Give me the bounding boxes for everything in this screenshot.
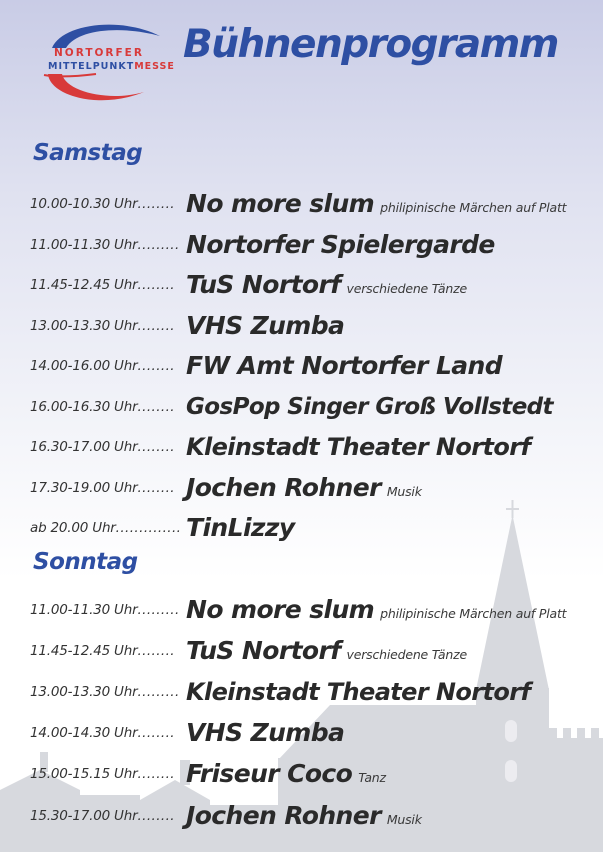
event-act [186, 680, 536, 704]
day-heading-samstag: Samstag [33, 140, 143, 166]
event-name: TuS Nortorf [186, 270, 341, 299]
logo-line2-a: MITTELPUNKT [48, 61, 135, 72]
event-name: VHS Zumba [186, 311, 345, 340]
event-name: GosPop Singer Groß Vollstedt [186, 394, 553, 420]
event-act [186, 313, 350, 338]
event-act [186, 761, 386, 786]
event-time: 14.00-14.30 Uhr........ [30, 725, 175, 741]
logo-line1: NORTORFER [54, 47, 144, 59]
event-time: 10.00-10.30 Uhr........ [30, 196, 175, 212]
event-time: ab 20.00 Uhr.............. [30, 520, 182, 536]
event-name: No more slum [186, 189, 375, 218]
event-time: 11.00-11.30 Uhr......... [30, 602, 180, 618]
event-name: Nortorfer Spielergarde [186, 230, 495, 259]
event-time: 16.00-16.30 Uhr........ [30, 399, 175, 415]
event-act [186, 272, 467, 297]
event-note: verschiedene Tänze [346, 647, 467, 662]
event-act [186, 720, 350, 745]
event-name: No more slum [186, 595, 375, 624]
event-name: Jochen Rohner [186, 801, 381, 830]
event-note: verschiedene Tänze [346, 281, 467, 296]
event-note: Musik [386, 484, 422, 499]
event-name: TuS Nortorf [186, 636, 341, 665]
event-time: 15.30-17.00 Uhr........ [30, 808, 175, 824]
event-name: Kleinstadt Theater Nortorf [186, 433, 531, 461]
event-name: FW Amt Nortorfer Land [186, 351, 503, 380]
logo-line2-b: MESSE [134, 61, 175, 72]
event-name: TinLizzy [186, 513, 295, 542]
event-note: Musik [386, 812, 422, 827]
event-time: 16.30-17.00 Uhr........ [30, 439, 175, 455]
event-act [186, 638, 467, 663]
event-note: philipinische Märchen auf Platt [380, 200, 567, 215]
event-act [186, 435, 536, 459]
event-time: 17.30-19.00 Uhr........ [30, 480, 175, 496]
event-time: 14.00-16.00 Uhr........ [30, 358, 175, 374]
header [0, 0, 603, 120]
event-note: Tanz [358, 770, 386, 785]
day-heading-sonntag: Sonntag [33, 549, 138, 575]
event-name: Kleinstadt Theater Nortorf [186, 678, 531, 706]
event-time: 13.00-13.30 Uhr........ [30, 318, 175, 334]
event-name: VHS Zumba [186, 718, 345, 747]
page-title: Bühnenprogramm [183, 22, 558, 67]
messe-logo [40, 18, 180, 104]
event-act [186, 515, 301, 540]
event-time: 15.00-15.15 Uhr........ [30, 766, 175, 782]
event-time: 11.45-12.45 Uhr........ [30, 643, 175, 659]
event-act [186, 191, 566, 216]
event-time: 11.45-12.45 Uhr........ [30, 277, 175, 293]
event-act [186, 475, 422, 500]
event-act [186, 396, 559, 419]
event-act [186, 232, 501, 257]
event-name: Jochen Rohner [186, 473, 381, 502]
event-act [186, 803, 422, 828]
event-time: 13.00-13.30 Uhr......... [30, 684, 180, 700]
event-note: philipinische Märchen auf Platt [380, 606, 567, 621]
event-name: Friseur Coco [186, 759, 353, 788]
event-act [186, 353, 508, 378]
event-act [186, 597, 566, 622]
event-time: 11.00-11.30 Uhr......... [30, 237, 180, 253]
logo-line2 [48, 61, 175, 72]
